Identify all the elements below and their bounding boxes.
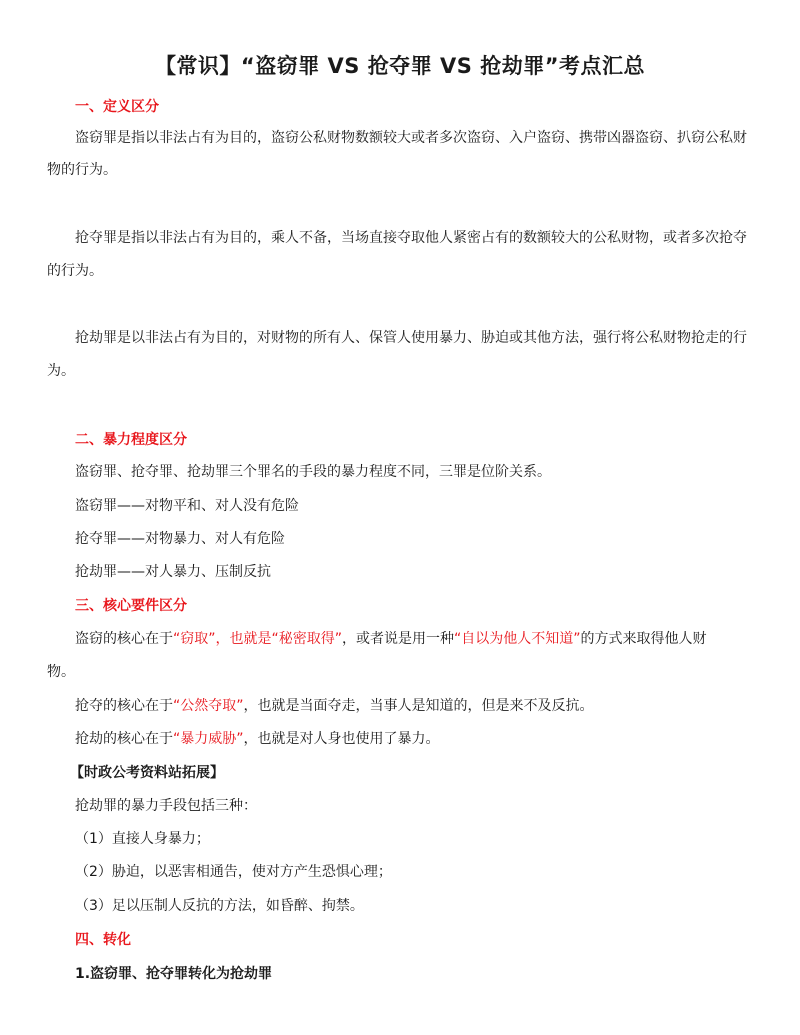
- extension-item-3: （3）足以压制人反抗的方法，如昏醉、拘禁。: [75, 898, 364, 914]
- section-3-heading: 三、核心要件区分: [75, 598, 187, 614]
- extension-item-1: （1）直接人身暴力；: [75, 831, 210, 847]
- s3-line3: [75, 729, 755, 749]
- s1-p1-line2: 物的行为。: [47, 162, 117, 178]
- extension-title: 【时政公考资料站拓展】: [70, 765, 224, 781]
- s3-line2-text-b: ，也就是当面夺走，当事人是知道的，但是来不及反抗。: [243, 698, 594, 714]
- s1-p2-line2: 的行为。: [47, 263, 103, 279]
- s1-p3-line2: 为。: [47, 363, 75, 379]
- s1-p2-line1: 抢夺罪是指以非法占有为目的，乘人不备，当场直接夺取他人紧密占有的数额较大的公私财物，或者多次抢夺: [75, 230, 747, 246]
- section-1-heading: 一、定义区分: [75, 99, 159, 115]
- s2-item-robbery: 抢劫罪——对人暴力、压制反抗: [75, 564, 271, 580]
- s3-line1-highlight-1: “窃取”，也就是“秘密取得”: [173, 631, 343, 647]
- page-title: 【常识】“盗窃罪 VS 抢夺罪 VS 抢劫罪”考点汇总: [154, 54, 646, 78]
- s3-line1-cont: 物。: [47, 664, 75, 680]
- s1-p1-line1: 盗窃罪是指以非法占有为目的，盗窃公私财物数额较大或者多次盗窃、入户盗窃、携带凶器盗窃、扒窃公私财: [75, 130, 747, 146]
- s3-line1-text-a: 盗窃的核心在于: [75, 631, 173, 647]
- section-2-heading: 二、暴力程度区分: [75, 432, 187, 448]
- s3-line2-highlight: “公然夺取”: [173, 698, 244, 714]
- s1-p3-line1: 抢劫罪是以非法占有为目的，对财物的所有人、保管人使用暴力、胁迫或其他方法，强行将公私财物抢走的行: [75, 330, 747, 346]
- s3-line1-text-c: 的方式来取得他人财: [580, 631, 707, 647]
- s2-intro: 盗窃罪、抢夺罪、抢劫罪三个罪名的手段的暴力程度不同，三罪是位阶关系。: [75, 464, 551, 480]
- s3-line1: [75, 629, 755, 649]
- section-4-subheading: 1.盗窃罪、抢夺罪转化为抢劫罪: [75, 966, 273, 982]
- s3-line3-highlight: “暴力威胁”: [173, 731, 244, 747]
- extension-intro: 抢劫罪的暴力手段包括三种：: [75, 798, 257, 814]
- s3-line1-text-b: ，或者说是用一种: [342, 631, 455, 647]
- s3-line2-text-a: 抢夺的核心在于: [75, 698, 173, 714]
- extension-item-2: （2）胁迫，以恶害相通告，使对方产生恐惧心理；: [75, 864, 392, 880]
- s3-line1-highlight-2: “自以为他人不知道”: [454, 631, 581, 647]
- s3-line3-text-b: ，也就是对人身也使用了暴力。: [243, 731, 440, 747]
- s2-item-theft: 盗窃罪——对物平和、对人没有危险: [75, 498, 299, 514]
- s3-line2: [75, 696, 755, 716]
- s2-item-snatch: 抢夺罪——对物暴力、对人有危险: [75, 531, 285, 547]
- section-4-heading: 四、转化: [75, 932, 131, 948]
- s3-line3-text-a: 抢劫的核心在于: [75, 731, 173, 747]
